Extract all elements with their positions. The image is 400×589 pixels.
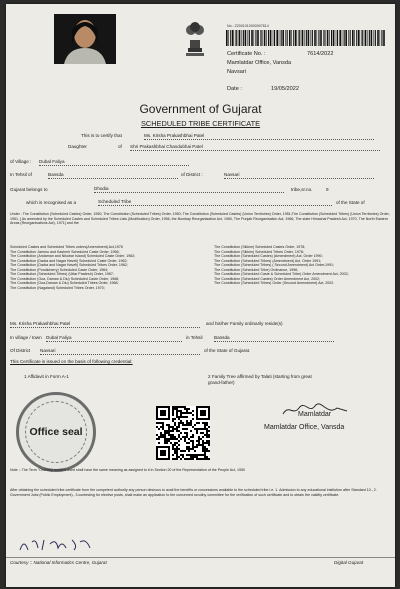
under-paragraph: Under : The Constitution (Scheduled Castes) Order, 1950; The Constitution (Scheduled Tribes) Order, 1950; The Constitution (Scheduled Castes) (Union Territories) Order, 1951;The Constitution (Scheduled Tribes) (Union Territories) Order, 1951, [ As amended by the Scheduled Castes and Scheduled Tribes Lists (Modification) Order, 1956, the Bombay Reorganisation Act, 1960, The Punjab Reorganisation Act, 1966, The state Himachal Pradesh Act, 1970, The North Eastern Areas (Reorganisations Act), 1971] and the <box>10 212 390 225</box>
order-line: The Constitution (Dadra and Nagar Haveli) Scheduled Caste Order, 1962; <box>10 258 128 263</box>
order-line: Scheduled Castes and Scheduled Tribes orders(Amendment) Act,1976 <box>10 245 123 249</box>
office-seal-text: Office seal <box>29 426 83 438</box>
residence-name: Ms. Krisha Prakashbhai Patel <box>10 321 200 328</box>
barcode-number: No.: Z2001010000007614 <box>227 24 269 28</box>
order-line: The Constitution (Goa,Daman & Diu) Scheduled Tribes Order, 1968; <box>10 281 119 285</box>
tribe-no: 9 <box>326 187 329 192</box>
applicant-photo <box>54 14 116 64</box>
certificate-no-label: Certificate No. : <box>227 51 266 57</box>
certificate-barcode <box>226 30 386 46</box>
order-line: The Constitution (Goa, Daman & Diu) Scheduled Caste Order, 1968; <box>10 276 120 281</box>
signatory-title: Mamlatdar <box>298 411 332 418</box>
certificate-no: 7614/2022 <box>307 51 334 57</box>
family-text: and his/her Family ordinarily reside(s) <box>206 321 283 326</box>
credential-2: 2 Family Tree affirmed by Talati (starting from great grand-father) <box>208 374 312 385</box>
of-label: of <box>118 144 122 149</box>
residence-tehsil-label: in Tehsil <box>186 335 203 340</box>
signatory-office: Mamlatdar Office, Vansda <box>264 424 345 431</box>
belongs-label: Gujarat belongs to <box>10 187 48 192</box>
tribe-no-label: tribe,sr.no. <box>291 187 313 192</box>
order-line: The Constitution (Scheduled Tribes) (Uttar Pradesh) Order, 1967; <box>10 272 114 276</box>
order-line: The Constitution (Scheduled Castes) Order Amendment Act, 2002; <box>214 276 321 281</box>
district-value: Navsari <box>224 172 374 179</box>
handwritten-note-icon <box>16 536 96 554</box>
government-title: Government of Gujarat <box>139 102 262 116</box>
certificate-title: SCHEDULED TRIBE CERTIFICATE <box>140 119 261 128</box>
note-text: Note :- The Term "Ordinary reside's used shall have the same meaning as assigned to it in Section 20 of the Representation of the People Act, 1950 <box>10 468 245 472</box>
credential-1: 1 Affidavit in Form A-1 <box>24 374 69 379</box>
order-line: The Constitution (Scheduled Castes) (Amendment) Act, Order 1990; <box>214 254 323 258</box>
tribe-value: Dhodia <box>94 186 284 193</box>
applicant-name: Ms. Krisha Prakashbhai Patel <box>144 133 374 140</box>
date-label: Date : <box>227 86 242 92</box>
order-line: The Constitution (Dadra and Nagar Haveli) Scheduled Tribes Order, 1962; <box>10 263 128 267</box>
order-line: The Constitution (Scheduled Tribes) Order (Second Amendment) Act, 2002. <box>214 281 335 285</box>
recognised-label: which is recognised as a <box>26 200 77 205</box>
father-name: Shri Prakashbhai Chandubhai Patel <box>130 144 380 151</box>
basis-text: This Certificate is issued on the basis of following credential: <box>10 359 133 364</box>
order-line: The Constitution (Scheduled Tribes) (Amendment) Act, Order 1991; <box>214 258 322 263</box>
residence-district: Navsari <box>40 348 200 355</box>
order-line: The Constitution (Nagaland) Scheduled Tribes Order, 1970; <box>10 285 105 290</box>
orders-left-list <box>10 245 206 290</box>
orders-right-list <box>214 245 392 286</box>
state-emblem-icon <box>182 18 208 58</box>
footer-divider <box>6 557 395 558</box>
residence-district-label: Of District <box>10 348 31 353</box>
certificate-sheet <box>6 4 395 587</box>
recognised-as: Scheduled Tribe <box>98 199 332 206</box>
instructions-paragraph: After obtaining the scheduled tribe certificate from the competent authority any person desirous to avail the benefits or concessions available to the scheduled tribe i.e. 1. Admission to any educational institution after Standard 10., 2. Government Jobs (Public Employment)., 3.contesting for elective posts, shall make an application to the concerned scrutiny committee for the verification of such certificate and to obtain the validity certificate. <box>10 488 377 497</box>
order-line: The Constitution (Sikkim) Scheduled Tribes Order, 1978; <box>214 249 304 254</box>
order-line: The Constitution Jammu and Kashmir Scheduled Caste Order, 1956; <box>10 249 120 254</box>
residence-tehsil: Bansda <box>214 335 334 342</box>
tehsil-label: In Tehsil of <box>10 172 32 177</box>
office-seal <box>16 392 96 472</box>
issue-date: 19/05/2022 <box>271 86 299 92</box>
state-suffix: of the State of <box>336 200 365 205</box>
daughter-label: Daughter <box>68 144 87 149</box>
certify-text: This is to certify that <box>81 133 122 138</box>
order-line: The Constitution (Scheduled Caste & Scheduled Tribe) Order Amendment Act, 2002; <box>214 272 349 276</box>
residence-state: of the State of Gujarat. <box>204 348 251 353</box>
residence-village: Dubal Faliya <box>46 335 182 342</box>
order-line: The Constitution (Sikkim) Scheduled Castes Order, 1978; <box>214 245 306 249</box>
village-value: Dubal Faliya <box>39 159 189 166</box>
residence-village-label: In village / town <box>10 335 42 340</box>
order-line: The Constitution (Andaman and Nikobar Island) Scheduled Caste Order, 1962; <box>10 254 136 258</box>
village-label: of Village : <box>10 159 32 164</box>
order-line: The Constitution (Scheduled Tribe) Ordinance, 1996; <box>214 267 299 272</box>
tehsil-value: Bansda <box>48 172 178 179</box>
qr-code-icon <box>156 406 210 460</box>
district-label: of District : <box>181 172 203 177</box>
order-line: The Constitution (Scheduled Tribes) ( Second Amendment) Act Order,1991; <box>214 263 335 267</box>
footer-brand: Digital Gujarat <box>334 560 364 565</box>
office-name: Mamlatdar Office, Vansda <box>227 60 292 66</box>
order-line: The Constitution (Pondicherry) Scheduled Caste Order, 1964; <box>10 267 109 272</box>
footer-courtesy: Courtesy :: National Informatics Centre, Gujarat <box>10 560 107 565</box>
office-location: Navsari <box>227 69 246 75</box>
